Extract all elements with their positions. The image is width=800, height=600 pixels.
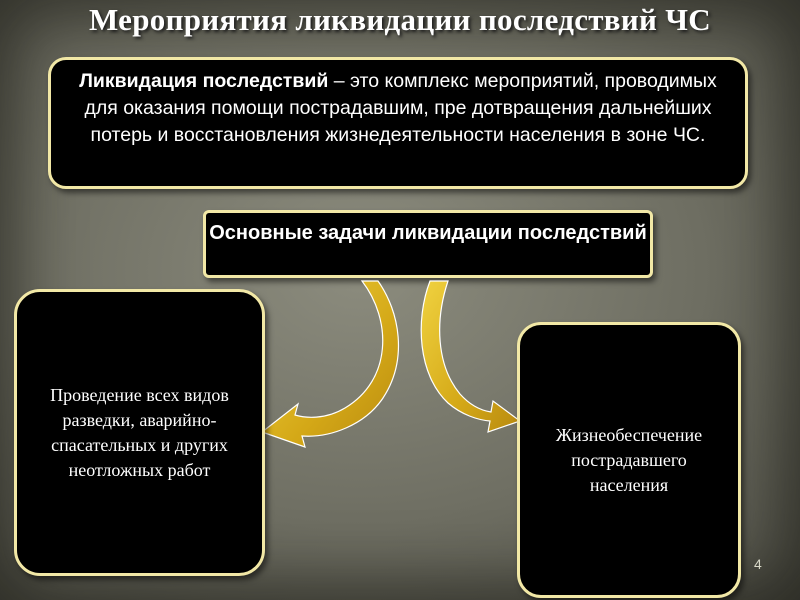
left-task-box — [14, 289, 265, 576]
right-task-text: Жизнеобеспечение пострадавшего населения — [555, 424, 703, 495]
slide-title: Мероприятия ликвидации последствий ЧС — [89, 2, 711, 37]
page-number: 4 — [754, 556, 762, 572]
left-task-text: Проведение всех видов разведки, аварийно-спасательных и других неотложных работ — [50, 384, 229, 480]
definition-term: Ликвидация последствий — [79, 70, 329, 92]
right-task-box — [517, 322, 741, 598]
tasks-header-label: Основные задачи ликвидации последствий — [209, 222, 647, 244]
right-curved-arrow-icon — [421, 281, 520, 432]
left-curved-arrow-icon — [262, 281, 398, 447]
definition-text: – это комплекс мероприятий, проводимых для оказания помощи пострадавшим, пре дотвращения дальнейших потерь и восстановления жизнедеятельности населения в зоне ЧС. — [84, 70, 717, 146]
